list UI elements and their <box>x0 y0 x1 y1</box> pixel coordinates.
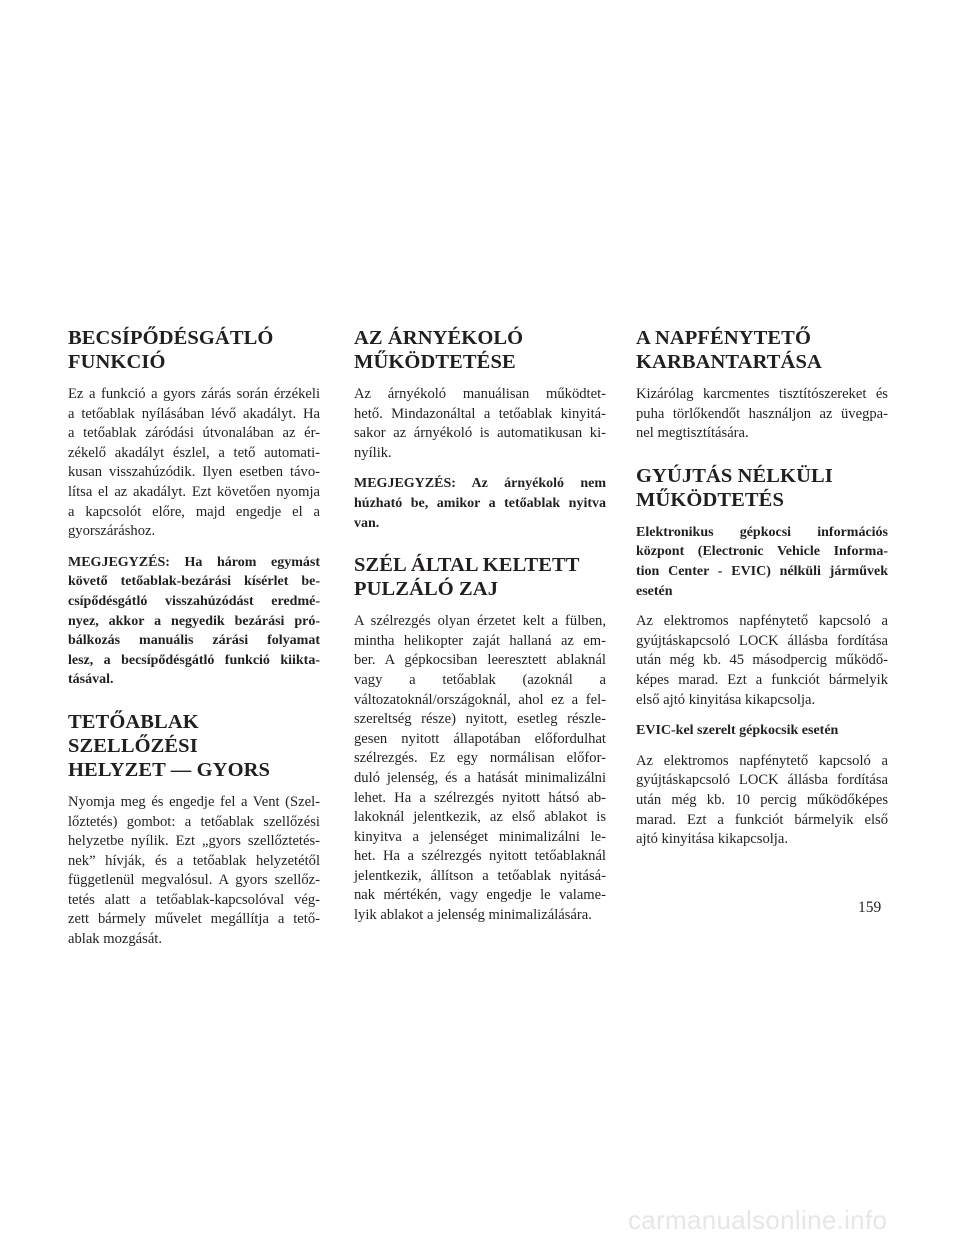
text-line: első ajtó kinyitása kikapcsolja. <box>636 691 816 708</box>
text-line: függetlenül megvalósul. A gyors szellőz- <box>68 872 320 889</box>
subheading-with-evic <box>636 721 888 741</box>
watermark-text: carmanualsonline.info <box>628 1205 888 1235</box>
text-line: kinyitva a jelenséget minimalizálni le- <box>354 828 606 845</box>
text-line: követő tetőablak-bezárási kísérlet be- <box>68 574 320 590</box>
text-line: lítsa el az akadályt. Ezt követően nyomja <box>68 483 320 500</box>
paragraph-vent-express <box>68 793 320 950</box>
text-line: esetén <box>636 583 673 599</box>
text-line: képes marad. Ezt a funkciót bármelyik <box>636 671 888 688</box>
text-line: gyorszáráshoz. <box>68 523 156 540</box>
text-line: nyez, akkor a negyedik bezárási pró- <box>68 613 320 629</box>
subheading-without-evic <box>636 523 888 601</box>
text-line: után még kb. 10 percig működőképes <box>636 791 888 808</box>
text-line: Ez a funkció a gyors zárás során érzékeli <box>68 386 320 402</box>
text-line: Az árnyékoló manuálisan működtet- <box>354 386 606 402</box>
text-line: szereltség része) nyitott, esetleg részle- <box>354 711 606 728</box>
text-line: központ (Electronic Vehicle Informa- <box>636 544 888 560</box>
text-line: lehet. Ha a szélrezgés nyitott hátsó ab- <box>354 789 606 806</box>
text-line: Kizárólag karcmentes tisztítószereket és <box>636 386 888 402</box>
column-2 <box>354 326 606 937</box>
heading-line: HELYZET — GYORS <box>68 758 271 781</box>
text-line: ber. A gépkocsiban leeresztett ablaknál <box>354 652 606 669</box>
text-line: hető. Mindazonáltal a tetőablak kinyitá- <box>354 405 606 422</box>
paragraph-anti-pinch <box>68 385 320 542</box>
note-sunshade <box>354 474 606 533</box>
text-line: puha törlőkendőt használjon az üvegpa- <box>636 405 888 422</box>
text-line: helyzetbe nyílik. Ezt „gyors szellőztetés- <box>68 833 320 850</box>
text-line: gyújtáskapcsoló LOCK állásba fordítása <box>636 772 888 789</box>
page-number: 159 <box>858 899 882 916</box>
text-line: jelentkezik, állítson a tetőablak nyitásá- <box>354 867 606 884</box>
heading-maintenance <box>636 326 888 374</box>
heading-line: MŰKÖDTETÉSE <box>354 351 516 373</box>
text-line: zett bármely művelet megállítja a tető- <box>68 911 320 928</box>
note-anti-pinch <box>68 553 320 690</box>
text-line: duló jelenség, és a hatását minimalizálni <box>354 769 606 786</box>
text-line: lakoknál jelentkezik, az első ablakot is <box>354 809 606 826</box>
text-line: van. <box>354 515 380 531</box>
heading-line: SZÉL ÁLTAL KELTETT <box>354 554 580 577</box>
heading-line: BECSÍPŐDÉSGÁTLÓ <box>68 327 274 349</box>
text-line: nyílik. <box>354 444 392 461</box>
text-line: nek” hívják, és a tetőablak helyzetétől <box>68 852 320 869</box>
text-line: Elektronikus gépkocsi információs <box>636 524 888 540</box>
text-line: tion Center - EVIC) nélküli járművek <box>636 563 888 579</box>
text-line: tetés alatt a tetőablak-kapcsolóval vég- <box>68 891 320 908</box>
text-line: vagy a tetőablak (azoknál a <box>354 671 606 688</box>
text-line: ajtó kinyitása kikapcsolja. <box>636 831 788 848</box>
text-line: zékelő akadályt észlel, a tető automati- <box>68 444 320 461</box>
heading-anti-pinch <box>68 326 320 374</box>
text-line: a tetőablak záródási útvonalában az ér- <box>68 425 320 442</box>
text-line: a tetőablak nyílásában lévő akadályt. Ha <box>68 405 320 422</box>
text-line: a kapcsolót előre, majd engedje el a <box>68 503 320 520</box>
text-line: gesen nyitott állapotában előfordulhat <box>354 730 606 747</box>
text-line: MEGJEGYZÉS: Az árnyékoló nem <box>354 476 606 492</box>
text-line: után még kb. 45 másodpercig működő- <box>636 652 888 669</box>
text-line: lyik ablakot a jelenség minimalizálására. <box>354 907 592 924</box>
text-line: lőztetés) gombot: a tetőablak szellőzési <box>68 813 320 830</box>
heading-vent-express <box>68 710 320 782</box>
heading-wind-buffeting <box>354 553 606 601</box>
text-line: ablak mozgását. <box>68 931 163 948</box>
column-3 <box>636 326 888 861</box>
text-line: marad. Ezt a funkciót bármelyik első <box>636 811 888 828</box>
text-line: lesz, a becsípődésgátló funkció kiikta- <box>68 652 320 668</box>
heading-line: KARBANTARTÁSA <box>636 351 822 373</box>
text-line: csípődésgátló visszahúzódást eredmé- <box>68 593 320 609</box>
heading-line: GYÚJTÁS NÉLKÜLI <box>636 464 833 487</box>
text-line: húzható be, amikor a tetőablak nyitva <box>354 495 606 511</box>
text-line: szélrezgés. Ez egy normálisan előfor- <box>354 750 606 767</box>
heading-line: A NAPFÉNYTETŐ <box>636 327 811 349</box>
text-line: sakor az árnyékoló is automatikusan ki- <box>354 425 606 442</box>
text-line: Az elektromos napfénytető kapcsoló a <box>636 752 888 769</box>
paragraph-sunshade <box>354 385 606 463</box>
text-line: mintha helikopter zaját hallaná az em- <box>354 632 606 649</box>
column-1 <box>68 326 320 961</box>
text-line: tásával. <box>68 672 114 688</box>
text-line: nel megtisztítására. <box>636 425 749 442</box>
text-line: EVIC-kel szerelt gépkocsik esetén <box>636 723 839 739</box>
heading-line: PULZÁLÓ ZAJ <box>354 578 499 601</box>
text-line: változatoknál/országoknál, ahol ez a fel- <box>354 691 606 708</box>
text-line: Az elektromos napfénytető kapcsoló a <box>636 613 888 630</box>
paragraph-maintenance <box>636 385 888 444</box>
text-line: kusan visszahúzódik. Ilyen esetben távo- <box>68 464 320 481</box>
text-line: A szélrezgés olyan érzetet kelt a fülben, <box>354 613 606 630</box>
text-line: MEGJEGYZÉS: Ha három egymást <box>68 554 320 570</box>
heading-ignition-off <box>636 464 888 512</box>
text-line: Nyomja meg és engedje fel a Vent (Szel- <box>68 793 320 810</box>
text-line: gyújtáskapcsoló LOCK állásba fordítása <box>636 632 888 649</box>
paragraph-without-evic <box>636 612 888 710</box>
heading-line: FUNKCIÓ <box>68 351 166 373</box>
text-line: het. Ha a szélrezgés nyitott tetőablaknál <box>354 848 606 865</box>
paragraph-with-evic <box>636 752 888 850</box>
text-line: bálkozás manuális zárási folyamat <box>68 633 320 649</box>
heading-sunshade <box>354 326 606 374</box>
heading-line: AZ ÁRNYÉKOLÓ <box>354 327 524 349</box>
heading-line: MŰKÖDTETÉS <box>636 488 784 511</box>
heading-line: TETŐABLAK SZELLŐZÉSI <box>68 710 199 757</box>
paragraph-wind-buffeting <box>354 612 606 926</box>
text-line: nak mértékén, vagy engedje le valame- <box>354 887 606 904</box>
